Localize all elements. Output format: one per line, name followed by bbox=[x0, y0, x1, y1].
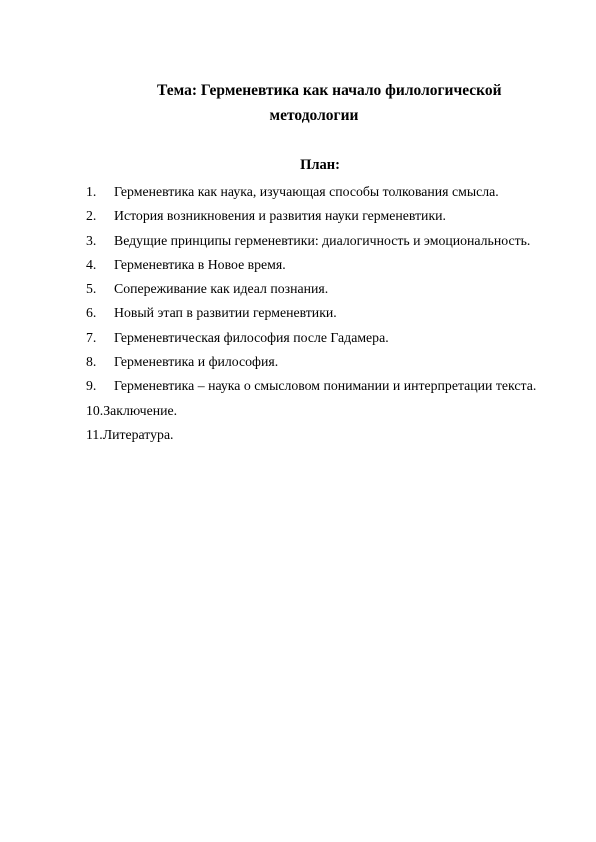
list-item-number: 10. bbox=[86, 402, 104, 418]
list-item-text: Сопереживание как идеал познания. bbox=[114, 281, 329, 297]
list-item-text: История возникновения и развития науки герменевтики. bbox=[114, 208, 446, 224]
list-item bbox=[86, 427, 536, 451]
list-item-text: Герменевтика в Новое время. bbox=[114, 256, 286, 272]
list-item-number: 3. bbox=[86, 232, 97, 248]
list-item bbox=[86, 403, 536, 427]
list-item-number: 8. bbox=[86, 354, 97, 370]
list-item-number: 9. bbox=[86, 378, 97, 394]
list-item-number: 1. bbox=[86, 184, 97, 199]
list-item-number: 6. bbox=[86, 305, 97, 321]
list-item-number: 7. bbox=[86, 329, 97, 345]
list-item-text: Герменевтика и философия. bbox=[114, 354, 279, 370]
title-line-1: Тема: Герменевтика как начало филологической bbox=[157, 82, 502, 99]
title-line-2: методологии bbox=[269, 107, 359, 124]
list-item bbox=[86, 305, 536, 329]
list-item-text: Герменевтика как наука, изучающая способы толкования смысла. bbox=[114, 184, 499, 199]
list-item-number: 4. bbox=[86, 256, 97, 272]
list-item-text: Заключение. bbox=[103, 402, 178, 418]
list-item-number: 2. bbox=[86, 208, 97, 224]
list-item-text: Литература. bbox=[102, 426, 174, 442]
list-item bbox=[86, 378, 536, 402]
list-item bbox=[86, 281, 536, 305]
list-item-text: Герменевтика – наука о смысловом понимании и интерпретации текста. bbox=[114, 378, 537, 394]
list-item bbox=[86, 233, 536, 257]
list-item-text: Герменевтическая философия после Гадамера. bbox=[114, 329, 389, 345]
list-item bbox=[86, 184, 536, 208]
list-item bbox=[86, 208, 536, 232]
list-item bbox=[86, 330, 536, 354]
list-item bbox=[86, 257, 536, 281]
plan-list bbox=[86, 184, 536, 451]
list-item-number: 5. bbox=[86, 281, 97, 297]
list-item-number: 11. bbox=[86, 426, 103, 442]
plan-heading: План: bbox=[300, 157, 340, 173]
list-item-text: Ведущие принципы герменевтики: диалогичность и эмоциональность. bbox=[114, 232, 531, 248]
list-item bbox=[86, 354, 536, 378]
list-item-text: Новый этап в развитии герменевтики. bbox=[114, 305, 337, 321]
